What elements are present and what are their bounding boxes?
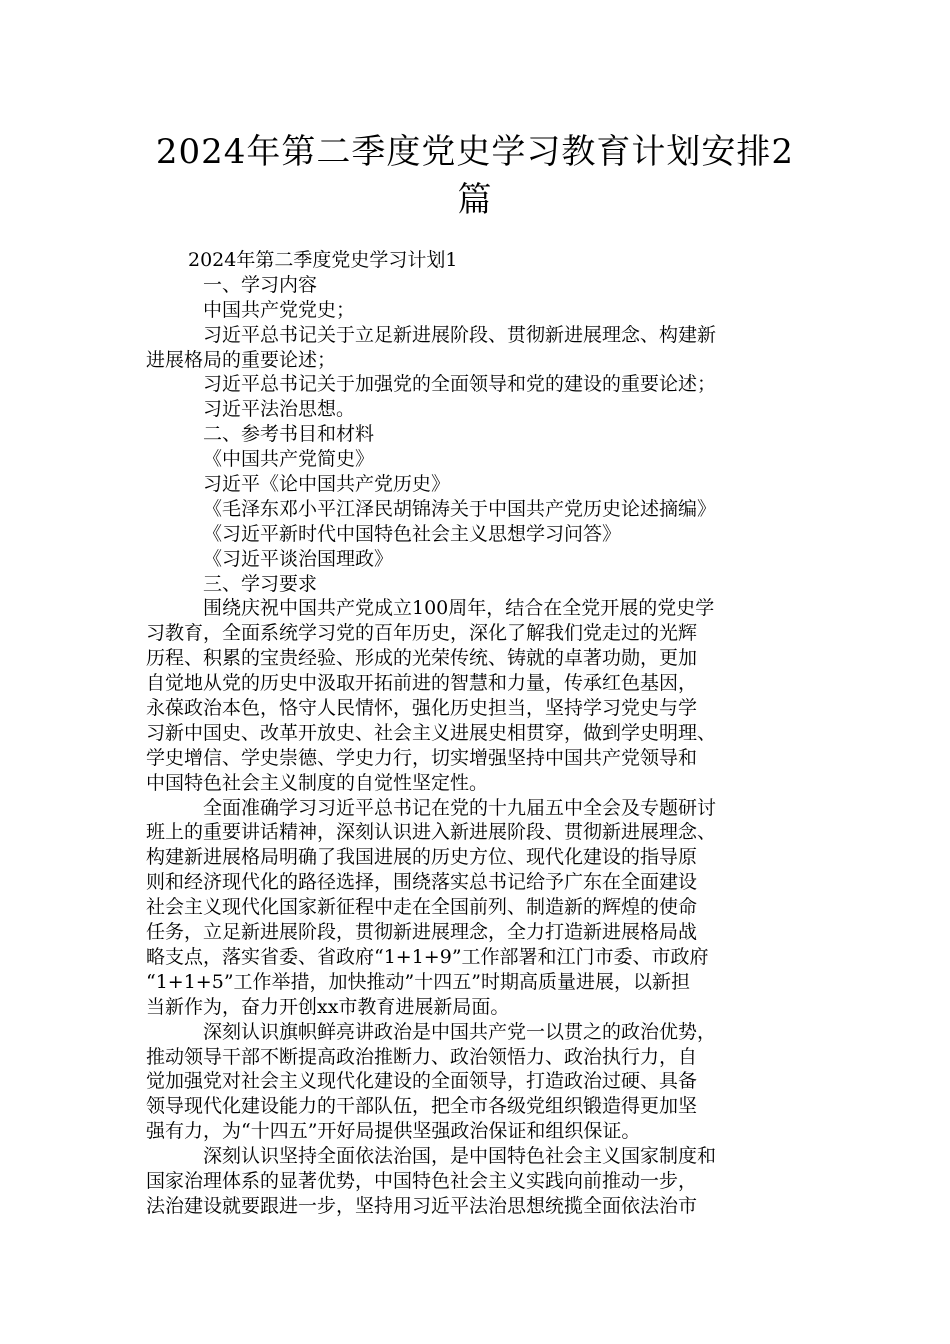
text-line: 构建新进展格局明确了我国进展的历史方位、现代化建设的指导原 bbox=[146, 846, 698, 869]
text-line: 《中国共产党简史》 bbox=[203, 448, 375, 471]
text-line: 二、参考书目和材料 bbox=[203, 423, 375, 446]
text-line: 习近平总书记关于立足新进展阶段、贯彻新进展理念、构建新 bbox=[203, 323, 717, 346]
text-line: 习近平总书记关于加强党的全面领导和党的建设的重要论述； bbox=[203, 373, 717, 396]
text-line: 任务，立足新进展阶段，贯彻新进展理念，全力打造新进展格局战 bbox=[146, 921, 698, 944]
text-line: 习教育，全面系统学习党的百年历史，深化了解我们党走过的光辉 bbox=[146, 622, 698, 645]
text-line: 习近平法治思想。 bbox=[203, 398, 356, 421]
text-line: 中国特色社会主义制度的自觉性坚定性。 bbox=[146, 771, 489, 794]
text-line: 深刻认识坚持全面依法治国，是中国特色社会主义国家制度和 bbox=[203, 1145, 717, 1168]
text-line: 则和经济现代化的路径选择，围绕落实总书记给予广东在全面建设 bbox=[146, 871, 698, 894]
text-line: 深刻认识旗帜鲜亮讲政治是中国共产党一以贯之的政治优势， bbox=[203, 1020, 717, 1043]
text-line: 觉加强党对社会主义现代化建设的全面领导，打造政治过硬、具备 bbox=[146, 1070, 698, 1093]
text-line: 《习近平谈治国理政》 bbox=[203, 547, 394, 570]
text-line: 推动领导干部不断提高政治推断力、政治领悟力、政治执行力，自 bbox=[146, 1045, 698, 1068]
text-line: 领导现代化建设能力的干部队伍，把全市各级党组织锻造得更加坚 bbox=[146, 1095, 698, 1118]
text-line: 法治建设就要跟进一步，坚持用习近平法治思想统揽全面依法治市 bbox=[146, 1194, 698, 1217]
title-line: 篇 bbox=[457, 180, 493, 220]
text-line: 当新作为，奋力开创xx市教育进展新局面。 bbox=[146, 995, 510, 1018]
text-line: 《习近平新时代中国特色社会主义思想学习问答》 bbox=[203, 522, 622, 545]
text-line: 历程、积累的宝贵经验、形成的光荣传统、铸就的卓著功勋，更加 bbox=[146, 647, 698, 670]
document-title bbox=[140, 128, 810, 224]
text-line: 2024年第二季度党史学习计划1 bbox=[188, 249, 458, 271]
text-line: 中国共产党党史； bbox=[203, 298, 356, 321]
text-line: 习近平《论中国共产党历史》 bbox=[203, 473, 451, 496]
text-line: 习新中国史、改革开放史、社会主义进展史相贯穿，做到学史明理、 bbox=[146, 721, 717, 744]
text-line: 进展格局的重要论述； bbox=[146, 348, 337, 371]
text-line: 永葆政治本色，恪守人民情怀，强化历史担当，坚持学习党史与学 bbox=[146, 697, 698, 720]
title-line: 2024年第二季度党史学习教育计划安排2 bbox=[155, 132, 795, 172]
text-line: 全面准确学习习近平总书记在党的十九届五中全会及专题研讨 bbox=[203, 796, 717, 819]
text-line: 《毛泽东邓小平江泽民胡锦涛关于中国共产党历史论述摘编》 bbox=[203, 497, 717, 520]
text-line: 略支点，落实省委、省政府“1+1+9”工作部署和江门市委、市政府 bbox=[146, 945, 709, 968]
text-line: 一、学习内容 bbox=[203, 273, 318, 296]
text-line: 三、学习要求 bbox=[203, 572, 318, 595]
text-line: 自觉地从党的历史中汲取开拓前进的智慧和力量，传承红色基因， bbox=[146, 672, 698, 695]
text-line: 围绕庆祝中国共产党成立100周年，结合在全党开展的党史学 bbox=[203, 597, 715, 620]
text-line: 学史增信、学史崇德、学史力行，切实增强坚持中国共产党领导和 bbox=[146, 746, 698, 769]
text-line: 社会主义现代化国家新征程中走在全国前列、制造新的辉煌的使命 bbox=[146, 896, 698, 919]
text-line: 强有力，为“十四五”开好局提供坚强政治保证和组织保证。 bbox=[146, 1120, 641, 1143]
text-line: “1+1+5”工作举措，加快推动”十四五”时期高质量进展，以新担 bbox=[146, 970, 690, 993]
text-line: 班上的重要讲话精神，深刻认识进入新进展阶段、贯彻新进展理念、 bbox=[146, 821, 717, 844]
text-line: 国家治理体系的显著优势，中国特色社会主义实践向前推动一步， bbox=[146, 1169, 698, 1192]
document-body bbox=[146, 248, 806, 1219]
